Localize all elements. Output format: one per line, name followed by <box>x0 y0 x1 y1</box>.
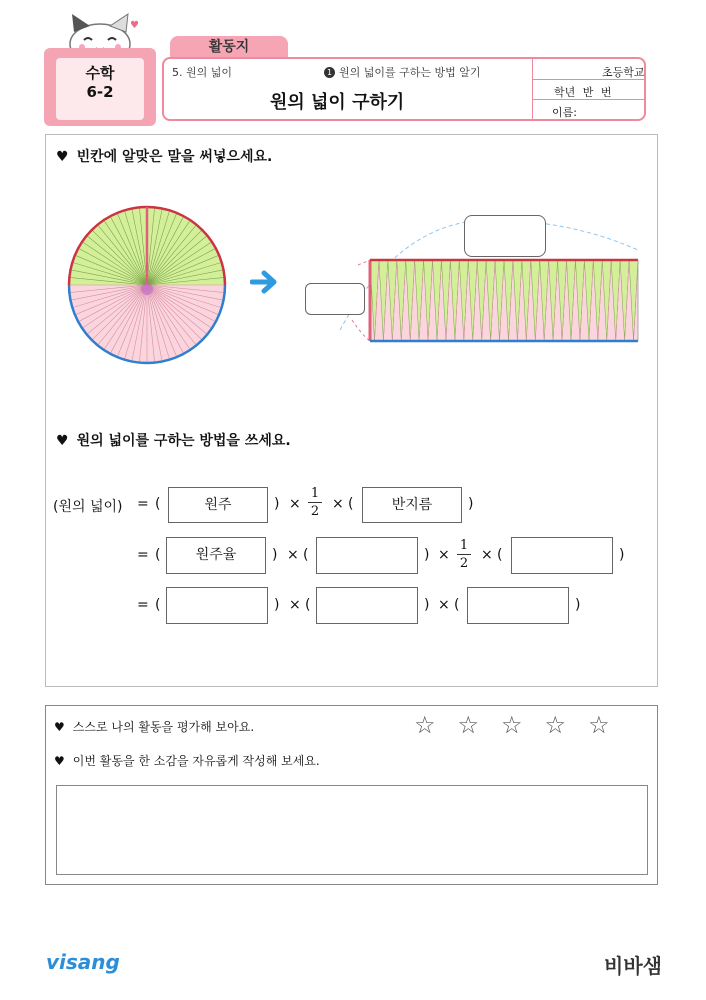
blank-input[interactable] <box>166 587 268 624</box>
open-paren: ( <box>497 547 503 563</box>
close-paren: ) <box>424 547 430 563</box>
star-rating <box>414 711 610 739</box>
arrow-right-icon <box>250 270 280 294</box>
unit-title: 5. 원의 넓이 <box>172 66 232 79</box>
fraction-denominator: 2 <box>459 556 469 571</box>
radius-box: 반지름 <box>362 487 462 523</box>
area-label: (원의 넓이) <box>53 499 123 515</box>
info-divider <box>532 58 533 120</box>
free-write-text: 이번 활동을 한 소감을 자유롭게 작성해 보세요. <box>72 754 320 768</box>
close-paren: ) <box>619 547 625 563</box>
times-sign: × <box>438 547 450 563</box>
blank-input[interactable] <box>316 587 418 624</box>
times-sign: × <box>438 597 450 613</box>
heart-icon: ♥ <box>54 720 65 734</box>
free-write-prompt <box>54 752 320 769</box>
times-sign: × <box>289 496 301 512</box>
learning-goal <box>324 64 481 80</box>
activity-sheet-tab: 활동지 <box>170 36 288 58</box>
blank-input[interactable] <box>467 587 569 624</box>
name-field[interactable]: 이름: <box>552 106 577 119</box>
open-paren: ( <box>155 547 161 563</box>
page-title: 원의 넓이 구하기 <box>270 92 405 113</box>
fraction-numerator: 1 <box>310 486 320 501</box>
goal-text: 원의 넓이를 구하는 방법 알기 <box>339 66 481 79</box>
times-sign: × <box>287 547 299 563</box>
star-icon[interactable]: ☆ <box>588 711 610 739</box>
grade-class-field[interactable]: 학년 반 번 <box>554 86 612 99</box>
visang-logo: visang <box>46 950 120 974</box>
section1-heading-text: 빈칸에 알맞은 말을 써넣으세요. <box>76 149 273 165</box>
blank-input[interactable] <box>316 537 418 574</box>
heart-icon: ♥ <box>56 149 69 165</box>
one-half-fraction <box>457 538 471 571</box>
star-icon[interactable]: ☆ <box>544 711 567 739</box>
heart-icon: ♥ <box>56 433 69 449</box>
section2-heading-text: 원의 넓이를 구하는 방법을 쓰세요. <box>76 433 291 449</box>
section1-heading <box>56 146 272 166</box>
fraction-denominator: 2 <box>310 504 320 519</box>
equals-sign: = <box>137 547 149 563</box>
self-eval-text: 스스로 나의 활동을 평가해 보아요. <box>72 720 255 734</box>
circumference-box: 원주 <box>168 487 268 523</box>
equals-sign: = <box>137 597 149 613</box>
blank-left-input[interactable] <box>305 283 365 315</box>
open-paren: ( <box>155 496 161 512</box>
open-paren: ( <box>155 597 161 613</box>
vivasam-logo: 비바샘 <box>604 954 662 978</box>
open-paren: ( <box>305 597 311 613</box>
blank-input[interactable] <box>511 537 613 574</box>
subject-name: 수학 <box>85 64 115 82</box>
close-paren: ) <box>424 597 430 613</box>
goal-number: 1 <box>324 67 335 78</box>
section2-heading <box>56 430 291 450</box>
close-paren: ) <box>274 496 280 512</box>
open-paren: ( <box>303 547 309 563</box>
close-paren: ) <box>274 597 280 613</box>
star-icon[interactable]: ☆ <box>501 711 523 739</box>
heart-icon: ♥ <box>54 754 65 768</box>
times-sign: × <box>289 597 301 613</box>
svg-text:♥: ♥ <box>130 20 139 31</box>
star-icon[interactable]: ☆ <box>414 711 436 739</box>
subject-label <box>56 58 144 120</box>
close-paren: ) <box>272 547 278 563</box>
open-paren: ( <box>454 597 460 613</box>
circle-diagram <box>66 204 228 366</box>
times-sign: × <box>332 496 344 512</box>
self-eval-prompt <box>54 718 254 735</box>
open-paren: ( <box>348 496 354 512</box>
grade-term: 6-2 <box>86 83 114 101</box>
school-label: 초등학교 <box>602 66 645 79</box>
close-paren: ) <box>468 496 474 512</box>
fraction-numerator: 1 <box>459 538 469 553</box>
close-paren: ) <box>575 597 581 613</box>
pi-box: 원주율 <box>166 537 266 574</box>
equals-sign: = <box>137 496 149 512</box>
feedback-textarea[interactable] <box>56 785 648 875</box>
star-icon[interactable]: ☆ <box>457 711 480 739</box>
times-sign: × <box>481 547 493 563</box>
one-half-fraction <box>308 486 322 519</box>
blank-top-input[interactable] <box>464 215 546 257</box>
